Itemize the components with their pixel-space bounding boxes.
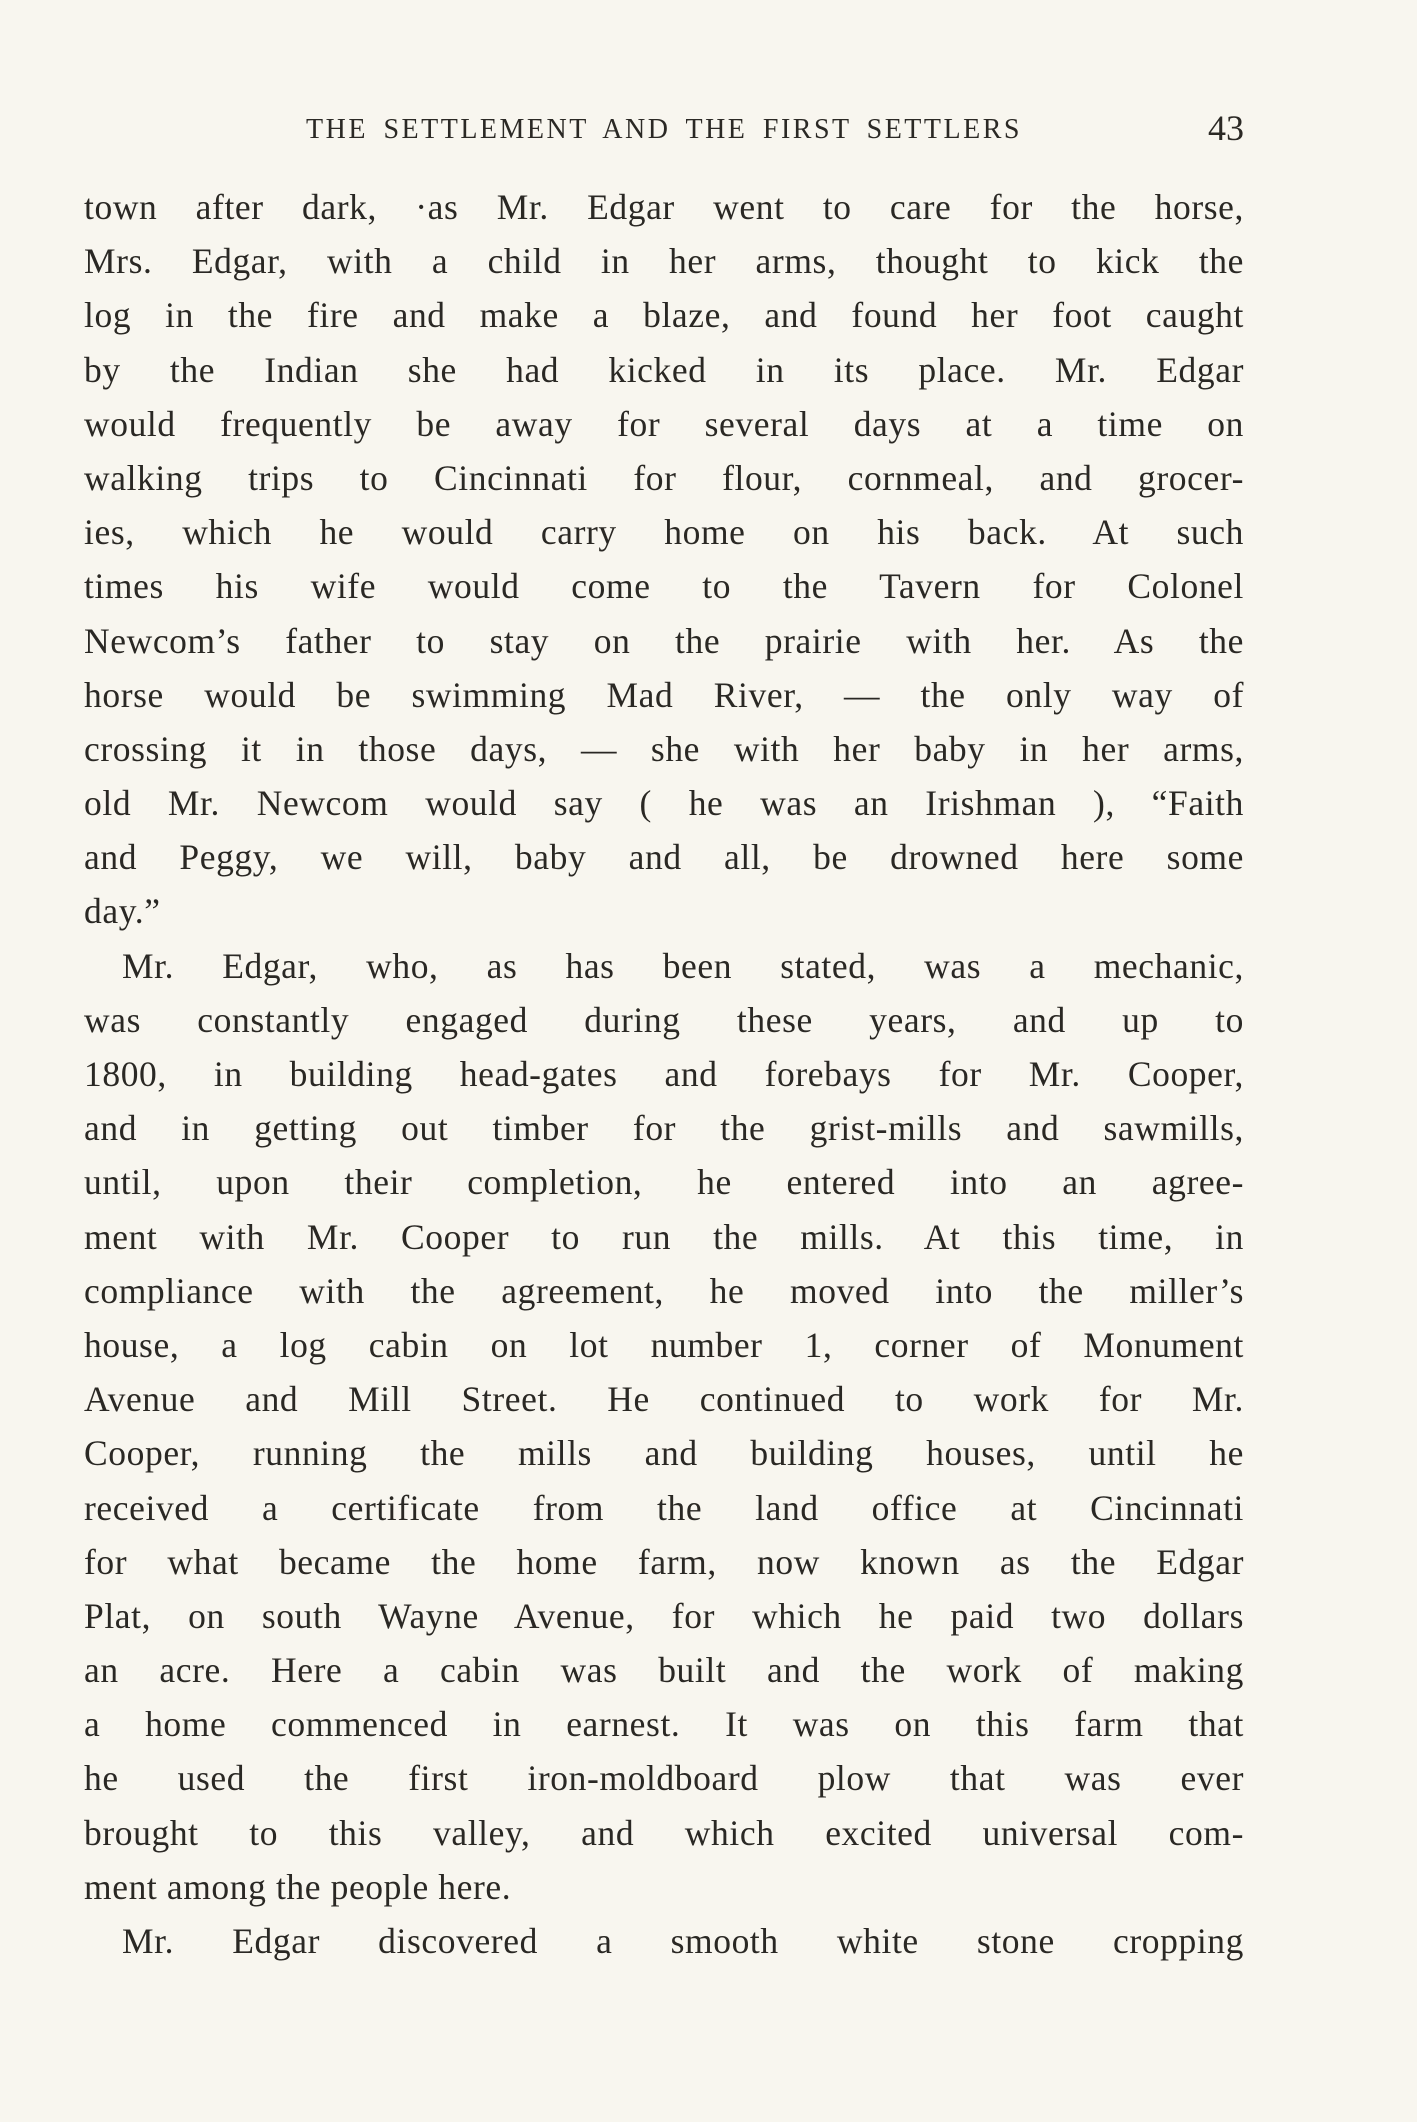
body-text [84,180,1244,1968]
text-line: Plat, on south Wayne Avenue, for which he paid two dollars [84,1595,1244,1636]
text-line: times his wife would come to the Tavern for Colonel [84,566,1244,607]
text-line: Avenue and Mill Street. He continued to work for Mr. [84,1379,1244,1420]
text-line: he used the first iron-moldboard plow that was ever [84,1758,1244,1799]
paragraph-start-line: Mr. Edgar discovered a smooth white stone cropping [122,1921,1244,1961]
paragraph-end-line: ment among the people here. [84,1866,512,1907]
text-line: ment with Mr. Cooper to run the mills. At this time, in [84,1216,1244,1257]
page-number: 43 [1208,108,1244,148]
text-line: a home commenced in earnest. It was on this farm that [84,1704,1244,1745]
running-title: THE SETTLEMENT AND THE FIRST SETTLERS [306,114,1022,145]
text-line: was constantly engaged during these years, and up to [84,999,1244,1040]
text-line: old Mr. Newcom would say ( he was an Irishman ), “Faith [84,783,1244,824]
text-line: by the Indian she had kicked in its place. Mr. Edgar [84,349,1244,390]
text-line: Mrs. Edgar, with a child in her arms, thought to kick the [84,241,1244,282]
paragraph-end-line: day.” [84,891,161,932]
text-line: compliance with the agreement, he moved into the miller’s [84,1270,1244,1311]
text-line: ies, which he would carry home on his back. At such [84,512,1244,553]
text-line: horse would be swimming Mad River, — the only way of [84,674,1244,715]
text-line: Cooper, running the mills and building houses, until he [84,1433,1244,1474]
text-line: received a certificate from the land office at Cincinnati [84,1487,1244,1528]
text-line: an acre. Here a cabin was built and the work of making [84,1650,1244,1691]
text-line: Newcom’s father to stay on the prairie with her. As the [84,620,1244,661]
text-line: brought to this valley, and which excited universal com- [84,1812,1244,1853]
text-line: until, upon their completion, he entered into an agree- [84,1162,1244,1203]
text-line: house, a log cabin on lot number 1, corner of Monument [84,1324,1244,1365]
text-line: log in the fire and make a blaze, and found her foot caught [84,295,1244,336]
text-line: and in getting out timber for the grist-mills and sawmills, [84,1108,1244,1149]
text-line: walking trips to Cincinnati for flour, cornmeal, and grocer- [84,457,1244,498]
text-line: 1800, in building head-gates and forebays for Mr. Cooper, [84,1054,1244,1094]
paragraph-start-line: Mr. Edgar, who, as has been stated, was a mechanic, [122,945,1244,986]
text-line: crossing it in those days, — she with her baby in her arms, [84,728,1244,769]
text-line: and Peggy, we will, baby and all, be drowned here some [84,837,1244,878]
text-line: town after dark, ·as Mr. Edgar went to care for the horse, [84,187,1244,227]
text-line: would frequently be away for several days at a time on [84,403,1244,444]
text-line: for what became the home farm, now known as the Edgar [84,1541,1244,1582]
running-head [84,108,1244,152]
